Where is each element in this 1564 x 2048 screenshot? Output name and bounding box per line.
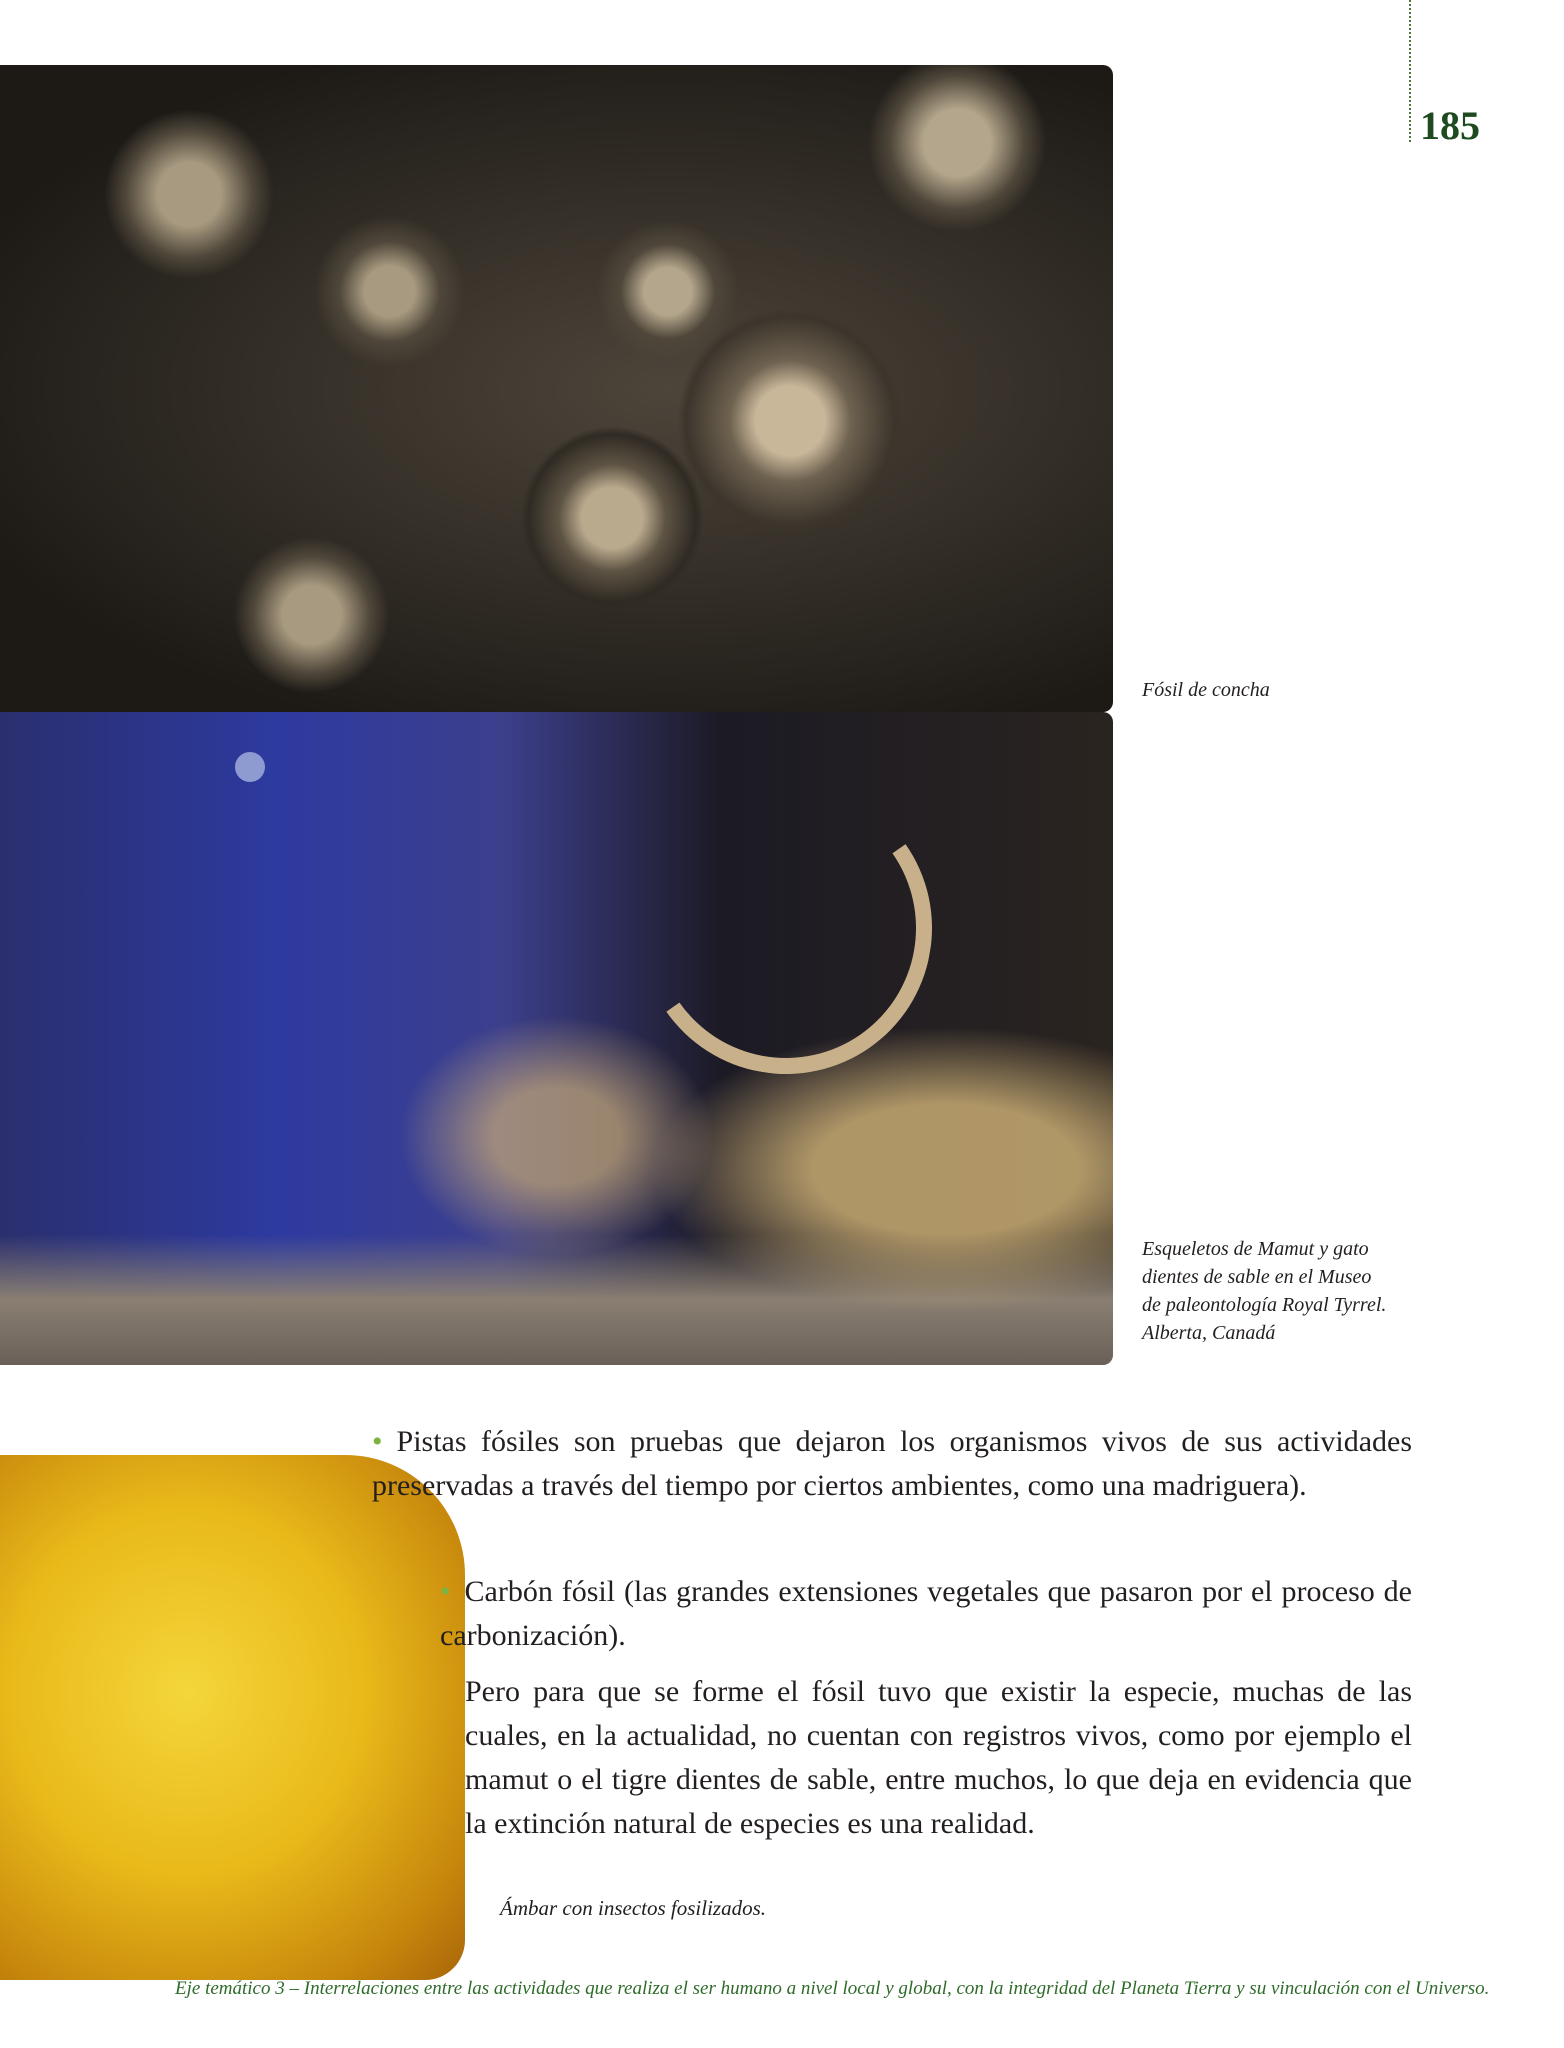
mammoth-skeleton-photo [0, 712, 1113, 1365]
extinction-paragraph: Pero para que se forme el fósil tuvo que existir la especie, muchas de las cuales, en la actualidad, no cuentan con registros vivos, como por ejemplo el mamut o el tigre dientes de sable, entre muchos, lo que deja en evidencia que la extinción natural de especies es una realidad. [465, 1675, 1412, 1840]
caption-line: Esqueletos de Mamut y gato [1142, 1238, 1369, 1260]
caption-line: de paleontología Royal Tyrrel. [1142, 1294, 1387, 1316]
bullet-icon: • [440, 1575, 451, 1608]
footer-theme-axis: Eje temático 3 – Interrelaciones entre las actividades que realiza el ser humano a nivel local y global, con la integridad del Planeta Tierra y su vinculación con el Universo. [175, 1978, 1490, 1999]
ammonite-fossil-photo [0, 65, 1113, 712]
caption-line: dientes de sable en el Museo [1142, 1266, 1372, 1288]
bullet-coal-fossil [440, 1570, 1412, 1658]
caption-line: Alberta, Canadá [1142, 1322, 1276, 1344]
amber-insects-photo [0, 1455, 465, 1980]
amber-caption: Ámbar con insectos fosilizados. [500, 1896, 766, 1920]
mammoth-caption [1142, 1235, 1386, 1347]
bullet-text: Pistas fósiles son pruebas que dejaron los organismos vivos de sus actividades preservadas a través del tiempo por ciertos ambientes, como una madriguera). [372, 1425, 1412, 1502]
bullet-trace-fossils [372, 1420, 1412, 1508]
bullet-text: Carbón fósil (las grandes extensiones vegetales que pasaron por el proceso de carbonización). [440, 1575, 1412, 1652]
bullet-icon: • [372, 1425, 383, 1458]
moon-image [235, 752, 265, 782]
page-margin-divider [1409, 0, 1411, 142]
mammoth-tusk-image [617, 759, 955, 1097]
fossil-caption: Fósil de concha [1142, 679, 1270, 701]
page-number: 185 [1420, 103, 1480, 148]
